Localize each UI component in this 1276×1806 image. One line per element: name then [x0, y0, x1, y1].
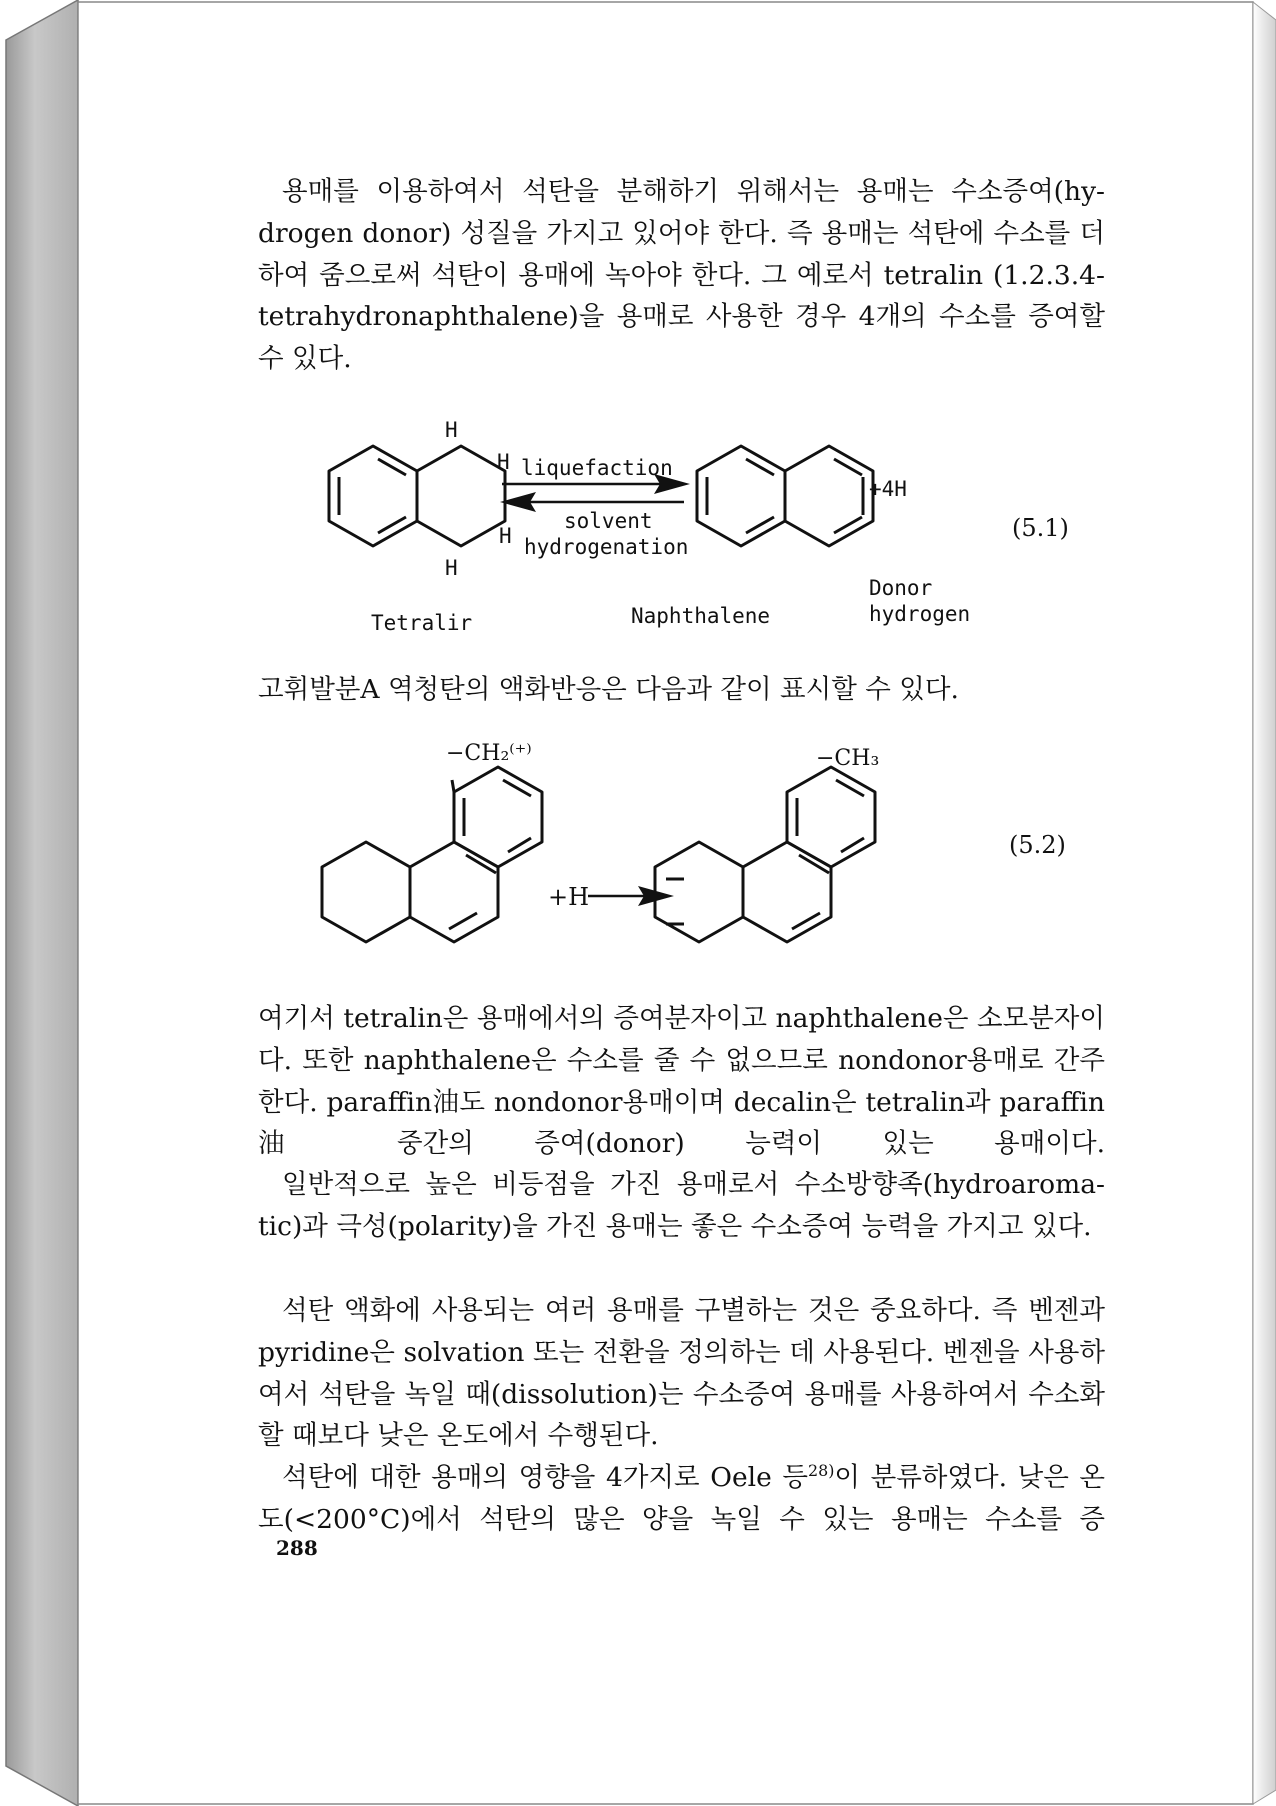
- tetralin-h-top: H: [445, 418, 458, 442]
- paragraph-oele-classification: [258, 1457, 1105, 1541]
- citation-ref: 28): [807, 1461, 835, 1481]
- equation-number-5-1: (5.1): [1012, 514, 1069, 542]
- right-middle-ring: [743, 842, 831, 942]
- left-ch2-group: −CH₂⁽⁺⁾: [446, 741, 532, 766]
- tetralin-h-lower-right: H: [499, 524, 512, 548]
- label-tetralin: Tetralir: [371, 611, 473, 635]
- right-ch3-group: −CH₃: [816, 746, 880, 771]
- tetralin-h-upper-right: H: [497, 450, 510, 474]
- label-donor-hydrogen: hydrogen: [869, 602, 971, 626]
- label-donor: Donor: [869, 576, 933, 600]
- equation-number-5-2: (5.2): [1009, 831, 1066, 859]
- tetralin-h-bottom: H: [445, 556, 458, 580]
- paragraph-intro: 용매를 이용하여서 석탄을 분해하기 위해서는 용매는 수소증여(hy-drogen donor) 성질을 가지고 있어야 한다. 즉 용매는 석탄에 수소를 더하여 줌으로써 석탄이 용매에 녹아야 한다. 그 예로서 tetralin (1.2.3.4-tetrahydronaphthalene)을 용매로 사용한 경우 4개의 수소를 증여할 수 있다.: [258, 176, 1105, 375]
- paragraph-oele-text-1: 석탄에 대한 용매의 영향을 4가지로 Oele 등: [282, 1462, 808, 1493]
- arrow-label-liquefaction: liquefaction: [521, 456, 673, 480]
- left-saturated-ring: [322, 842, 410, 942]
- label-naphthalene: Naphthalene: [631, 604, 771, 628]
- ch2-bond: [452, 780, 454, 792]
- right-top-ring: [787, 767, 875, 867]
- arrow-label-hydrogenation: hydrogenation: [524, 535, 689, 559]
- paragraph-hydroaromatic: 일반적으로 높은 비등점을 가진 용매로서 수소방향족(hydroaroma-tic)과 극성(polarity)을 가진 용매는 좋은 수소증여 능력을 가지고 있다.: [258, 1169, 1105, 1242]
- right-saturated-ring: [655, 842, 743, 942]
- left-top-ring: [454, 767, 542, 867]
- plus-h: +H: [548, 883, 590, 911]
- plus-4h: +4H: [869, 477, 907, 501]
- paragraph-tetralin-donor: [258, 998, 1105, 1165]
- paragraph-solvent-types: 석탄 액화에 사용되는 여러 용매를 구별하는 것은 중요하다. 즉 벤젠과 pyridine은 solvation 또는 전환을 정의하는 데 사용된다. 벤젠을 사용하여서 석탄을 녹일 때(dissolution)는 수소증여 용매를 사용하여서 수소화할 때보다 낮은 온도에서 수행된다.: [258, 1295, 1105, 1452]
- paragraph-reaction-intro: 고휘발분A 역청탄의 액화반응은 다음과 같이 표시할 수 있다.: [258, 674, 959, 705]
- page-number: 288: [276, 1536, 318, 1560]
- paragraph-tetralin-donor-text: 여기서 tetralin은 용매에서의 증여분자이고 naphthalene은 소모분자이다. 또한 naphthalene은 수소를 줄 수 없으므로 nondonor용매로 간주한다. paraffin油도 nondonor용매이며 decalin은 tetralin과 paraffin油 중간의 증여(donor) 능력이 있는 용매이다.: [258, 1003, 1105, 1160]
- paragraph-oele-text-2: 이 분류하였다. 낮은 온도(<200°C)에서 석탄의 많은 양을 녹일 수 있는 용매는 수소를 증: [258, 1462, 1106, 1535]
- arrow-label-solvent: solvent: [564, 509, 653, 533]
